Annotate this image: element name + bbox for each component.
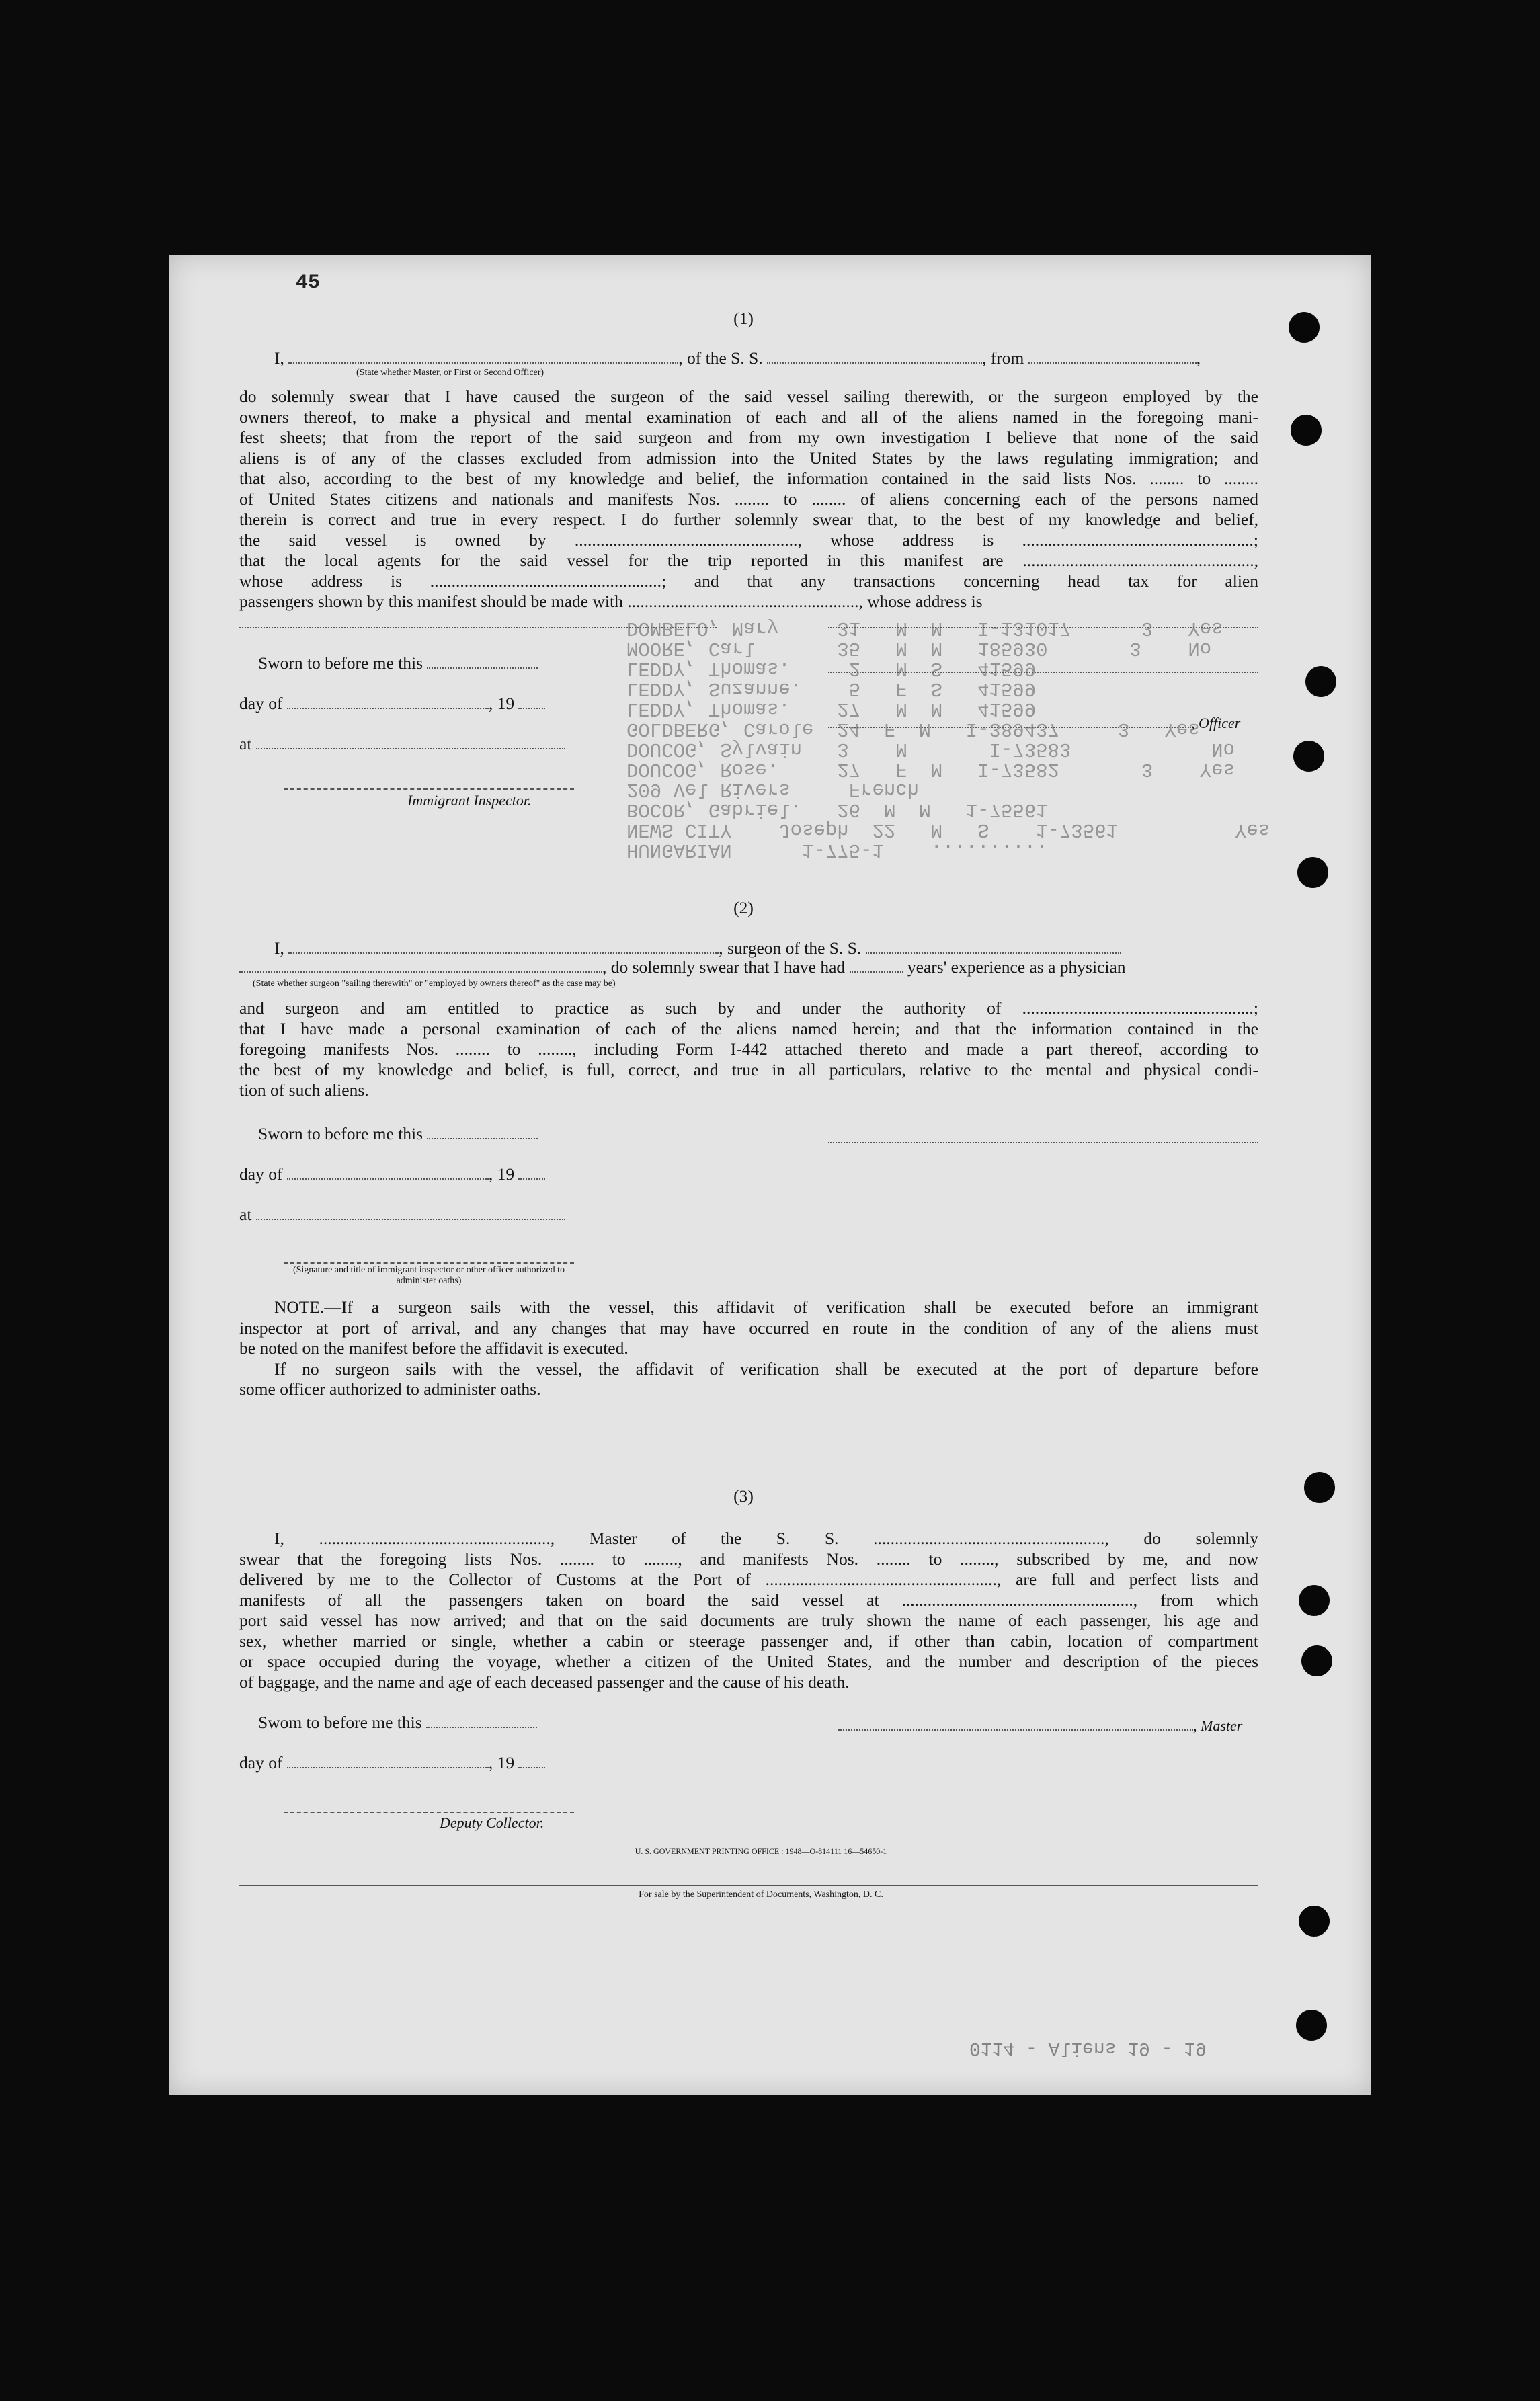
section1-day [239, 694, 545, 714]
at-field[interactable] [256, 735, 565, 749]
section3-line: delivered by me to the Collector of Customs at the Port of ......................................................, are full and perfect lists and [239, 1570, 1258, 1589]
punch-hole [1296, 2010, 1327, 2041]
sworn-label: Sworn to before me this [258, 1124, 423, 1143]
officer-name-field[interactable] [288, 349, 678, 364]
section3-line: of baggage, and the name and age of each deceased passenger and the cause of his death. [239, 1672, 850, 1692]
line-end: , [1196, 348, 1201, 368]
punch-hole [1291, 415, 1322, 446]
day-field[interactable] [287, 694, 489, 709]
at-label: at [239, 734, 252, 754]
day-of-label: day of [239, 1164, 283, 1184]
section3-number: (3) [733, 1486, 754, 1506]
section1-line: whose address is ......................................................; and that any transactions concerning head tax for alien [239, 571, 1258, 591]
year-label: , 19 [488, 1753, 515, 1773]
corner-stamp: 45 [296, 272, 321, 294]
year-label: , 19 [488, 694, 515, 713]
sworn-date-field[interactable] [427, 654, 538, 669]
sworn-date-field[interactable] [426, 1713, 537, 1728]
section3-sworn [258, 1713, 537, 1733]
section3-line: I, ......................................................, Master of the S. S. ......................................................, do solemnly [274, 1529, 1258, 1548]
section3-master [838, 1715, 1242, 1736]
section3-line: manifests of all the passengers taken on board the said vessel at ......................................................, from which [239, 1590, 1258, 1610]
section3-body [239, 1529, 1258, 1693]
master-label: , Master [1193, 1717, 1243, 1734]
section3-line: or space occupied during the voyage, whether a citizen of the United States, and the number and description of the pieces [239, 1652, 1258, 1671]
section1-line: passengers shown by this manifest should be made with ......................................................, whose address is [239, 592, 983, 611]
surgeon-label: , surgeon of the S. S. [719, 938, 862, 958]
day-of-label: day of [239, 1753, 283, 1773]
section1-line: of United States citizens and nationals and manifests Nos. ........ to ........ of aliens concerning each of the persons named [239, 489, 1258, 509]
swear-label: , do solemnly swear that I have had [602, 957, 846, 977]
section3-line: port said vessel has now arrived; and that on the said documents are truly shown the name of each passenger, his age and [239, 1611, 1258, 1630]
section1-sworn [258, 653, 538, 674]
from-port-field[interactable] [1028, 349, 1197, 364]
from-label: , from [982, 348, 1024, 368]
signature-line [239, 627, 717, 628]
sworn-date-field[interactable] [427, 1125, 538, 1139]
section2-line: and surgeon and am entitled to practice as such by and under the authority of ......................................................; [239, 998, 1258, 1018]
year-label: , 19 [488, 1164, 515, 1184]
section3-day [239, 1753, 545, 1773]
surgeon-note: (State whether surgeon "sailing therewith" or "employed by owners thereof" as the case may be) [253, 979, 616, 989]
note-line: NOTE.—If a surgeon sails with the vessel, this affidavit of verification shall be executed before an immigrant [274, 1297, 1258, 1317]
year-field[interactable] [518, 1754, 545, 1768]
note-line: be noted on the manifest before the affidavit is executed. [239, 1338, 629, 1358]
deputy-label: Deputy Collector. [440, 1814, 544, 1831]
master-signature-field[interactable] [838, 1716, 1193, 1731]
section2-line: the best of my knowledge and belief, is full, correct, and true in all particulars, relative to the mental and physical condi- [239, 1059, 1258, 1080]
officer-field[interactable] [828, 713, 1191, 728]
punch-hole [1299, 1585, 1330, 1616]
section1-body [239, 386, 1258, 612]
note-line: some officer authorized to administer oaths. [239, 1379, 541, 1399]
years-label: years' experience as a physician [907, 957, 1126, 977]
section1-line1 [274, 348, 1266, 368]
at-field[interactable] [256, 1205, 565, 1220]
section1-line: fest sheets; that from the report of the said surgeon and from my own investigation I believe that none of the said [239, 428, 1258, 447]
section2-number: (2) [733, 898, 754, 918]
section2-at [239, 1205, 565, 1225]
i-label: I, [274, 348, 284, 368]
section2-line: tion of such aliens. [239, 1080, 369, 1100]
punch-hole [1301, 1645, 1332, 1676]
section1-line: therein is correct and true in every respect. I do further solemnly swear that, to the best of my knowledge and belief, [239, 510, 1258, 529]
footer-rule [239, 1885, 1258, 1886]
section1-number: (1) [733, 309, 754, 328]
inspector-line [284, 788, 574, 790]
note-line: If no surgeon sails with the vessel, the affidavit of verification shall be executed at the port of departure before [274, 1358, 1258, 1379]
form-sheet [169, 255, 1371, 2095]
punch-hole [1305, 666, 1336, 697]
bottom-stamp: 0114 - Aliens 19 - 19 [969, 2037, 1207, 2058]
punch-hole [1293, 741, 1324, 772]
signature-line [284, 1262, 574, 1264]
signature-line [828, 627, 1258, 628]
section2-line1 [274, 938, 1121, 959]
section1-at [239, 734, 565, 754]
section1-line: that also, according to the best of my knowledge and belief, the information contained in the said lists Nos. ........ to ........ [239, 469, 1258, 488]
note-body [239, 1297, 1258, 1400]
surgeon-name-field[interactable] [288, 939, 719, 954]
section1-line: the said vessel is owned by ...................................................., whose address is ......................................................; [239, 530, 1258, 550]
section2-line: that I have made a personal examination of each of the aliens named herein; and that the information contained in the [239, 1018, 1258, 1039]
day-of-label: day of [239, 694, 283, 713]
section2-day [239, 1164, 545, 1184]
punch-hole [1297, 857, 1328, 888]
note-line: inspector at port of arrival, and any changes that may have occurred en route in the condition of any of the aliens must [239, 1317, 1258, 1338]
section1-line: owners thereof, to make a physical and mental examination of each and all of the aliens named in the foregoing mani- [239, 407, 1258, 427]
officer-note: (State whether Master, or First or Second Officer) [356, 368, 544, 378]
sworn-label: Swom to before me this [258, 1713, 422, 1732]
section3-line: sex, whether married or single, whether a cabin or steerage passenger and, if other than cabin, location of compartment [239, 1631, 1258, 1651]
section1-line: do solemnly swear that I have caused the surgeon of the said vessel sailing therewith, or the surgeon employed by the [239, 386, 1258, 406]
at-label: at [239, 1205, 252, 1224]
officer-signature-line [828, 672, 1258, 673]
section2-line2 [239, 957, 1126, 977]
day-field[interactable] [287, 1754, 489, 1768]
section2-sworn [258, 1124, 538, 1144]
signature-note: (Signature and title of immigrant inspector or other officer authorized to administer oaths) [292, 1265, 565, 1286]
surgeon-type-field[interactable] [239, 958, 602, 973]
years-field[interactable] [850, 958, 903, 973]
punch-hole [1299, 1906, 1330, 1937]
year-field[interactable] [518, 1165, 545, 1180]
punch-hole [1304, 1472, 1335, 1503]
vessel-name-field[interactable] [866, 939, 1121, 954]
section2-body [239, 998, 1258, 1101]
signature-line [828, 1142, 1258, 1143]
punch-hole [1289, 312, 1320, 343]
for-sale-note: For sale by the Superintendent of Documents, Washington, D. C. [639, 1889, 883, 1900]
of-ss-label: , of the S. S. [678, 348, 763, 368]
officer-label: , Officer [1191, 715, 1241, 731]
sworn-label: Sworn to before me this [258, 653, 423, 673]
inspector-label: Immigrant Inspector. [407, 792, 532, 809]
show-through-text: HUNGARIAN 1-775-1 .......... NEWS CITY Joseph 22 M S 1-73561 Yes BOCOR, Gabriel. 26 M M 1-75561 209 Vel Rivers French DOUCOG, Rose. 27 F M I-73582 3 Yes DOUCOG, Sylvain 3 M I-73583 No GOLDBERG, Carole 24 F M I-389437 3 Yes LEDDY, Thomas. 27 M M 41599 LEDDY, Suzanne. 5 F S 41599 LEDDY, Thomas. 2 M S 41599 MOORE, Carl 35 M M 185930 3 No DOMBELO, Mary 31 M M I-131017 3 Yes [626, 617, 1270, 861]
section1-line: aliens is of any of the classes excluded from admission into the United States by the laws regulating immigration; and [239, 448, 1258, 468]
section3-line: swear that the foregoing lists Nos. ........ to ........, and manifests Nos. ........ to ........, subscribed by me, and now [239, 1549, 1258, 1569]
day-field[interactable] [287, 1165, 489, 1180]
vessel-name-field[interactable] [767, 349, 982, 364]
section1-officer [828, 713, 1240, 733]
printing-office: U. S. GOVERNMENT PRINTING OFFICE : 1948—O-814111 16—54650-1 [635, 1846, 887, 1856]
section1-line: that the local agents for the said vessel for the trip reported in this manifest are ......................................................, [239, 551, 1258, 570]
i-label: I, [274, 938, 284, 958]
section2-line: foregoing manifests Nos. ........ to ........, including Form I-442 attached thereto and made a part thereof, according to [239, 1039, 1258, 1059]
year-field[interactable] [518, 694, 545, 709]
